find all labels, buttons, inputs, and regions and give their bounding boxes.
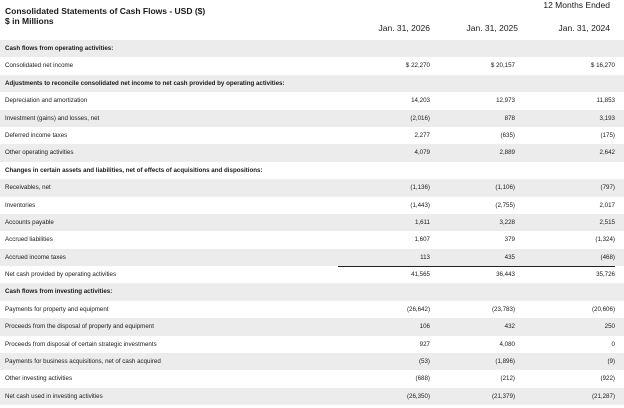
cell-value: 435 xyxy=(504,253,515,261)
table-row xyxy=(0,179,624,196)
cell-value: (468) xyxy=(600,253,615,261)
cell-value: (1,106) xyxy=(495,184,515,192)
cell-value: (175) xyxy=(600,131,615,139)
cell-value: (21,379) xyxy=(491,392,515,400)
section-heading-row xyxy=(0,75,624,92)
row-label: Payments for business acquisitions, net of cash acquired xyxy=(5,358,161,366)
cell-value: (1,443) xyxy=(410,201,430,209)
cell-value: 113 xyxy=(420,253,430,261)
table-row xyxy=(0,110,624,127)
cell-value: 35,726 xyxy=(596,271,615,279)
table-row xyxy=(0,353,624,370)
row-label: Consolidated net income xyxy=(5,62,74,70)
cell-value: 3,193 xyxy=(599,114,615,122)
table-row xyxy=(0,336,624,353)
row-label: Payments for property and equipment xyxy=(5,305,109,313)
cell-value: (53) xyxy=(418,358,430,366)
cell-value: 379 xyxy=(504,236,515,244)
table-row xyxy=(0,370,624,387)
row-label: Investment (gains) and losses, net xyxy=(5,114,100,122)
statement-title-main: Consolidated Statements of Cash Flows - USD ($) xyxy=(5,6,206,16)
cell-value: (21,287) xyxy=(591,392,615,400)
table-row xyxy=(0,318,624,335)
row-label: Accrued liabilities xyxy=(5,236,53,244)
table-row xyxy=(0,301,624,318)
table-row xyxy=(0,197,624,214)
table-row xyxy=(0,57,624,74)
cell-value: 2,515 xyxy=(599,218,615,226)
cell-value: 3,228 xyxy=(499,218,515,226)
cell-value: 41,565 xyxy=(411,271,430,279)
cell-value: 106 xyxy=(419,323,430,331)
cell-value: 1,607 xyxy=(414,236,430,244)
row-label: Receivables, net xyxy=(5,184,51,192)
table-row xyxy=(0,92,624,109)
cell-value: 4,080 xyxy=(499,340,515,348)
cell-value: 14,203 xyxy=(411,97,430,105)
column-header-2026: Jan. 31, 2026 xyxy=(378,23,430,33)
row-label: Depreciation and amortization xyxy=(5,97,88,105)
section-heading: Cash flows from operating activities: xyxy=(5,45,114,52)
section-heading: Changes in certain assets and liabilities, net of effects of acquisitions and dispositions: xyxy=(5,166,263,174)
row-label: Other operating activities xyxy=(5,149,74,157)
statement-title xyxy=(5,6,205,26)
table-row xyxy=(0,249,624,266)
cell-value: $ 16,270 xyxy=(590,62,615,70)
section-heading-row xyxy=(0,162,624,179)
cell-value: (635) xyxy=(500,131,515,139)
row-label: Other investing activities xyxy=(5,375,73,383)
row-label: Proceeds from disposal of certain strategic investments xyxy=(5,340,157,348)
cell-value: 12,973 xyxy=(496,97,515,105)
row-label: Net cash used in investing activities xyxy=(5,392,103,400)
statement-header xyxy=(0,0,624,40)
row-label: Deferred income taxes xyxy=(5,131,68,139)
cell-value: 2,017 xyxy=(599,201,615,209)
cell-value: (922) xyxy=(600,375,615,383)
statement-title-units: $ in Millions xyxy=(5,16,54,26)
table-row xyxy=(0,388,624,405)
cell-value: (23,783) xyxy=(491,305,515,313)
cell-value: 432 xyxy=(504,323,515,331)
subtotal-rule xyxy=(338,266,615,267)
cell-value: $ 20,157 xyxy=(490,62,515,70)
table-row xyxy=(0,127,624,144)
cell-value: (1,324) xyxy=(595,236,615,244)
section-heading: Cash flows from investing activities: xyxy=(5,288,113,296)
cell-value: 11,853 xyxy=(596,97,615,105)
section-heading-row xyxy=(0,283,624,300)
column-header-2025: Jan. 31, 2025 xyxy=(466,23,518,33)
row-label: Proceeds from the disposal of property and equipment xyxy=(5,323,154,331)
cell-value: (2,755) xyxy=(495,201,515,209)
cell-value: 927 xyxy=(419,340,430,348)
cell-value: (1,136) xyxy=(410,184,430,192)
cell-value: 250 xyxy=(604,323,615,331)
row-label: Net cash provided by operating activities xyxy=(5,271,117,279)
cell-value: (20,606) xyxy=(591,305,615,313)
cell-value: 878 xyxy=(504,114,515,122)
table-row xyxy=(0,214,624,231)
table-row xyxy=(0,231,624,248)
cell-value: 2,277 xyxy=(414,131,430,139)
period-label: 12 Months Ended xyxy=(543,0,610,10)
cell-value: (797) xyxy=(600,184,615,192)
row-label: Accrued income taxes xyxy=(5,253,66,261)
cell-value: (212) xyxy=(500,375,515,383)
cell-value: 0 xyxy=(611,340,615,348)
section-heading-row xyxy=(0,40,624,57)
cell-value: (2,016) xyxy=(410,114,430,122)
row-label: Accounts payable xyxy=(5,218,54,226)
cell-value: (9) xyxy=(607,358,615,366)
cell-value: (26,642) xyxy=(406,305,430,313)
cell-value: (1,896) xyxy=(495,358,515,366)
table-row xyxy=(0,266,624,283)
cell-value: (688) xyxy=(415,375,430,383)
row-label: Inventories xyxy=(5,201,36,209)
cell-value: $ 22,270 xyxy=(405,62,430,70)
cell-value: 2,642 xyxy=(599,149,615,157)
table-row xyxy=(0,144,624,161)
statement-rows xyxy=(0,40,624,405)
section-heading: Adjustments to reconcile consolidated net income to net cash provided by operating activities: xyxy=(5,79,285,87)
cell-value: 4,079 xyxy=(414,149,430,157)
cell-value: (26,350) xyxy=(406,392,430,400)
column-header-2024: Jan. 31, 2024 xyxy=(558,23,610,33)
cell-value: 1,611 xyxy=(414,218,430,226)
cell-value: 36,443 xyxy=(496,271,515,279)
cell-value: 2,889 xyxy=(499,149,515,157)
